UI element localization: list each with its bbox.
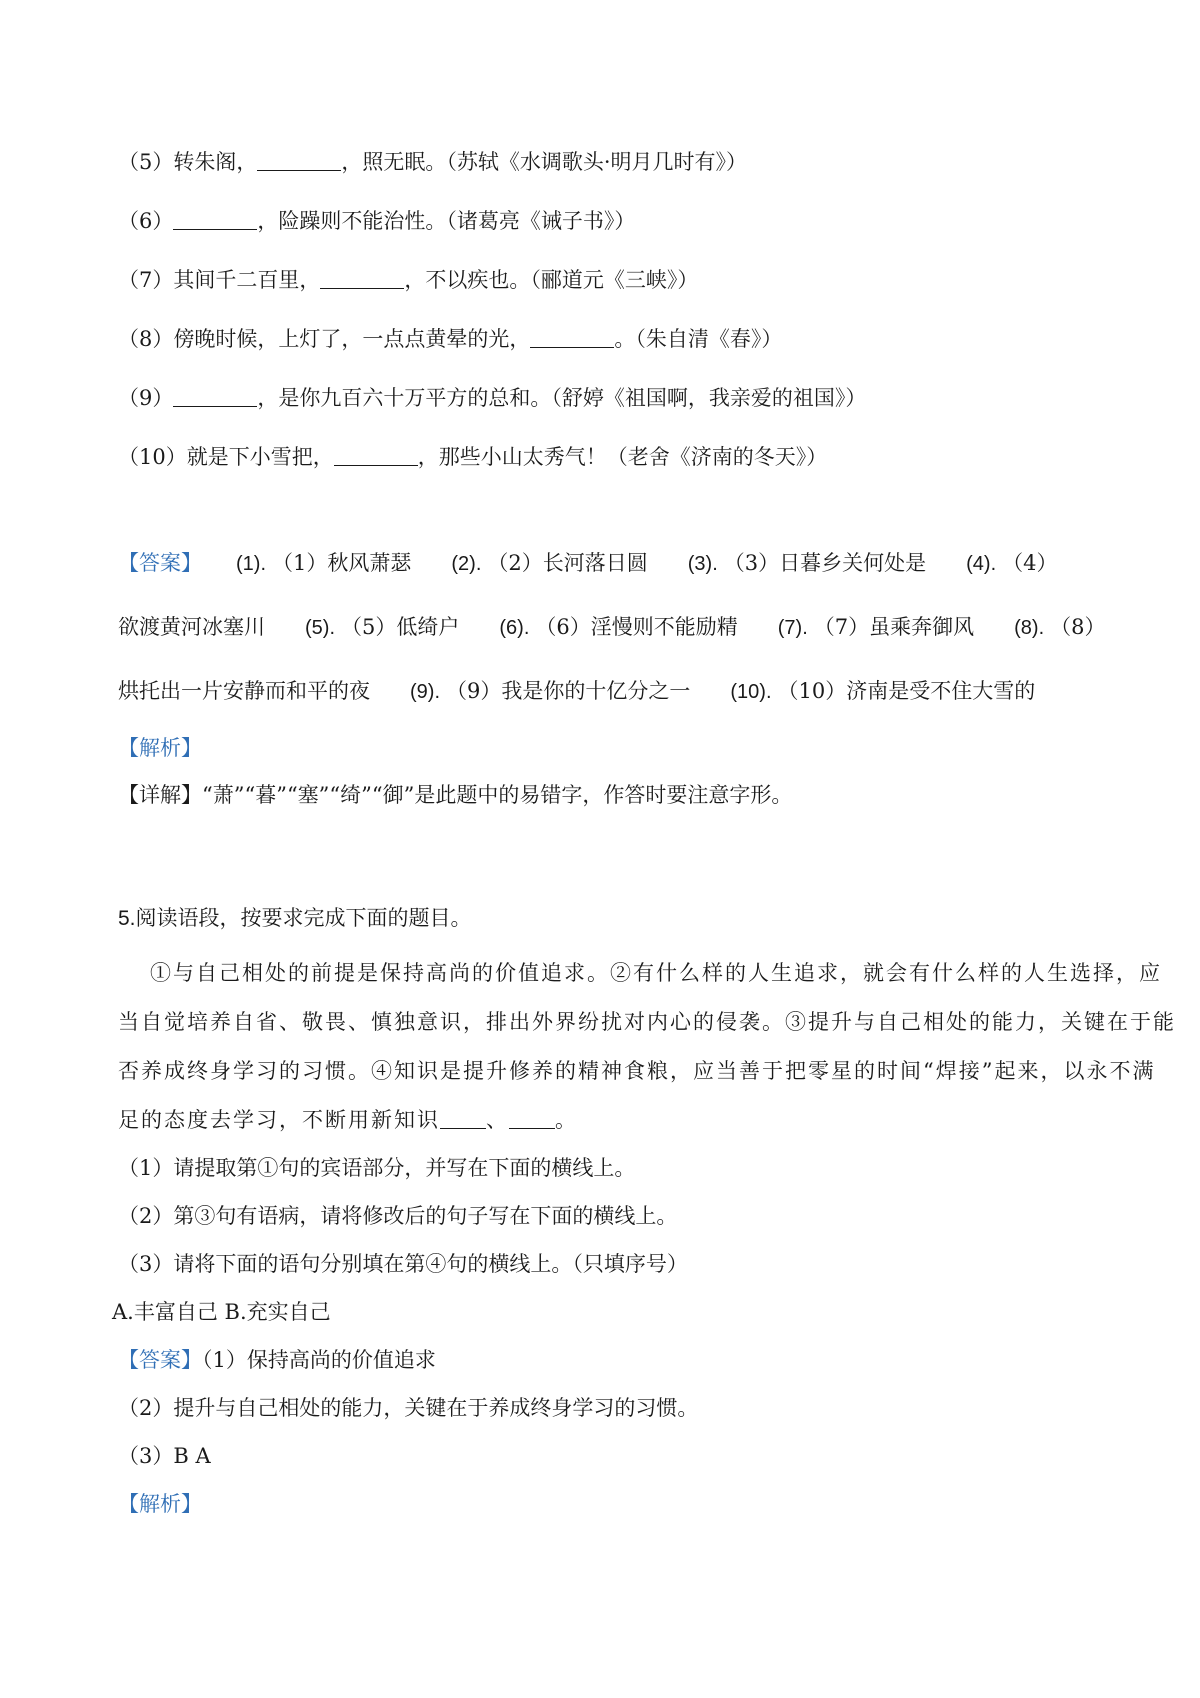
answer-label: 【答案】 [118, 1348, 202, 1372]
answer-row-2 [118, 612, 1106, 643]
fill-line-6 [118, 206, 635, 236]
passage-line-2: 当自觉培养自省、敬畏、慎独意识，排出外界纷扰对内心的侵袭。③提升与自己相处的能力，关键在于能 [118, 1010, 1176, 1034]
fill-line-post: 。（朱自清《春》） [614, 327, 783, 351]
answer-label: 【答案】 [118, 551, 202, 575]
answer-item: (3). （3）日暮乡关何处是 [687, 551, 927, 575]
fill-line-post: ，是你九百六十万平方的总和。（舒婷《祖国啊，我亲爱的祖国》） [257, 386, 867, 410]
fill-line-pre: （7）其间千二百里， [118, 268, 321, 292]
answer-item: (6). （6）淫慢则不能励精 [499, 615, 738, 639]
passage-line-1: ①与自己相处的前提是保持高尚的价值追求。②有什么样的人生追求，就会有什么样的人生选择，应 [150, 961, 1162, 985]
fill-line-9 [118, 383, 866, 413]
answer-blank [320, 268, 404, 289]
fill-line-5 [118, 147, 747, 177]
answer-item: 欲渡黄河冰塞川 [118, 615, 265, 639]
answer-text: （1）保持高尚的价值追求 [202, 1348, 436, 1372]
answer-blank [509, 1108, 555, 1129]
answer-item: (4). （4） [966, 551, 1058, 575]
answer-blank [530, 327, 614, 348]
sub-question-2: （2）第③句有语病，请将修改后的句子写在下面的横线上。 [118, 1204, 678, 1228]
answer-5-line-2: （2）提升与自己相处的能力，关键在于养成终身学习的习惯。 [118, 1396, 699, 1420]
passage-line-3: 否养成终身学习的习惯。④知识是提升修养的精神食粮，应当善于把零星的时间“焊接”起来，以永不满 [118, 1059, 1156, 1083]
answer-blank [173, 386, 257, 407]
passage-line-text: 足的态度去学习，不断用新知识 [118, 1108, 440, 1132]
answer-item: (2). （2）长河落日圆 [451, 551, 648, 575]
passage-separator: 、 [486, 1108, 509, 1132]
answer-blank [440, 1108, 486, 1129]
answer-blank [257, 150, 341, 171]
fill-line-post: ，照无眠。（苏轼《水调歌头·明月几时有》） [341, 150, 748, 174]
answer-item: (10). （10）济南是受不住大雪的 [730, 679, 1036, 703]
answer-item: (7). （7）虽乘奔御风 [777, 615, 975, 639]
answer-row-3 [118, 676, 1035, 707]
fill-line-pre: （6） [118, 209, 174, 233]
answer-blank [334, 445, 418, 466]
answer-item: (1). （1）秋风萧瑟 [236, 551, 412, 575]
answer-5-line-3: （3）B A [118, 1444, 211, 1468]
fill-line-10 [118, 442, 827, 472]
fill-line-7 [118, 265, 698, 295]
answer-item: (9). （9）我是你的十亿分之一 [410, 679, 691, 703]
answer-options: A.丰富自己 B.充实自己 [112, 1300, 331, 1324]
answer-item: (5). （5）低绮户 [305, 615, 460, 639]
passage-end: 。 [555, 1108, 578, 1132]
analysis-detail: 【详解】“萧”“暮”“塞”“绮”“御”是此题中的易错字，作答时要注意字形。 [118, 783, 793, 807]
question-5-title [118, 903, 472, 934]
answer-blank [173, 209, 257, 230]
fill-line-post: ，险躁则不能治性。（诸葛亮《诫子书》） [257, 209, 636, 233]
answer-5-line-1 [118, 1345, 436, 1375]
fill-line-pre: （5）转朱阁， [118, 150, 258, 174]
fill-line-pre: （9） [118, 386, 174, 410]
analysis-label: 【解析】 [118, 736, 202, 760]
fill-line-post: ，不以疾也。（郦道元《三峡》） [404, 268, 699, 292]
sub-question-3: （3）请将下面的语句分别填在第④句的横线上。（只填序号） [118, 1252, 688, 1276]
question-title-text: 5.阅读语段，按要求完成下面的题目。 [118, 907, 472, 930]
fill-line-pre: （10）就是下小雪把， [118, 445, 334, 469]
answer-item: 烘托出一片安静而和平的夜 [118, 679, 370, 703]
analysis-label: 【解析】 [118, 1492, 202, 1516]
sub-question-1: （1）请提取第①句的宾语部分，并写在下面的横线上。 [118, 1156, 636, 1180]
answer-item: (8). （8） [1014, 615, 1106, 639]
fill-line-post: ，那些小山太秀气！（老舍《济南的冬天》） [417, 445, 828, 469]
fill-line-pre: （8）傍晚时候，上灯了，一点点黄晕的光， [118, 327, 531, 351]
fill-line-8 [118, 324, 782, 354]
answer-row-1 [118, 548, 1058, 579]
passage-line-4 [118, 1105, 1078, 1135]
